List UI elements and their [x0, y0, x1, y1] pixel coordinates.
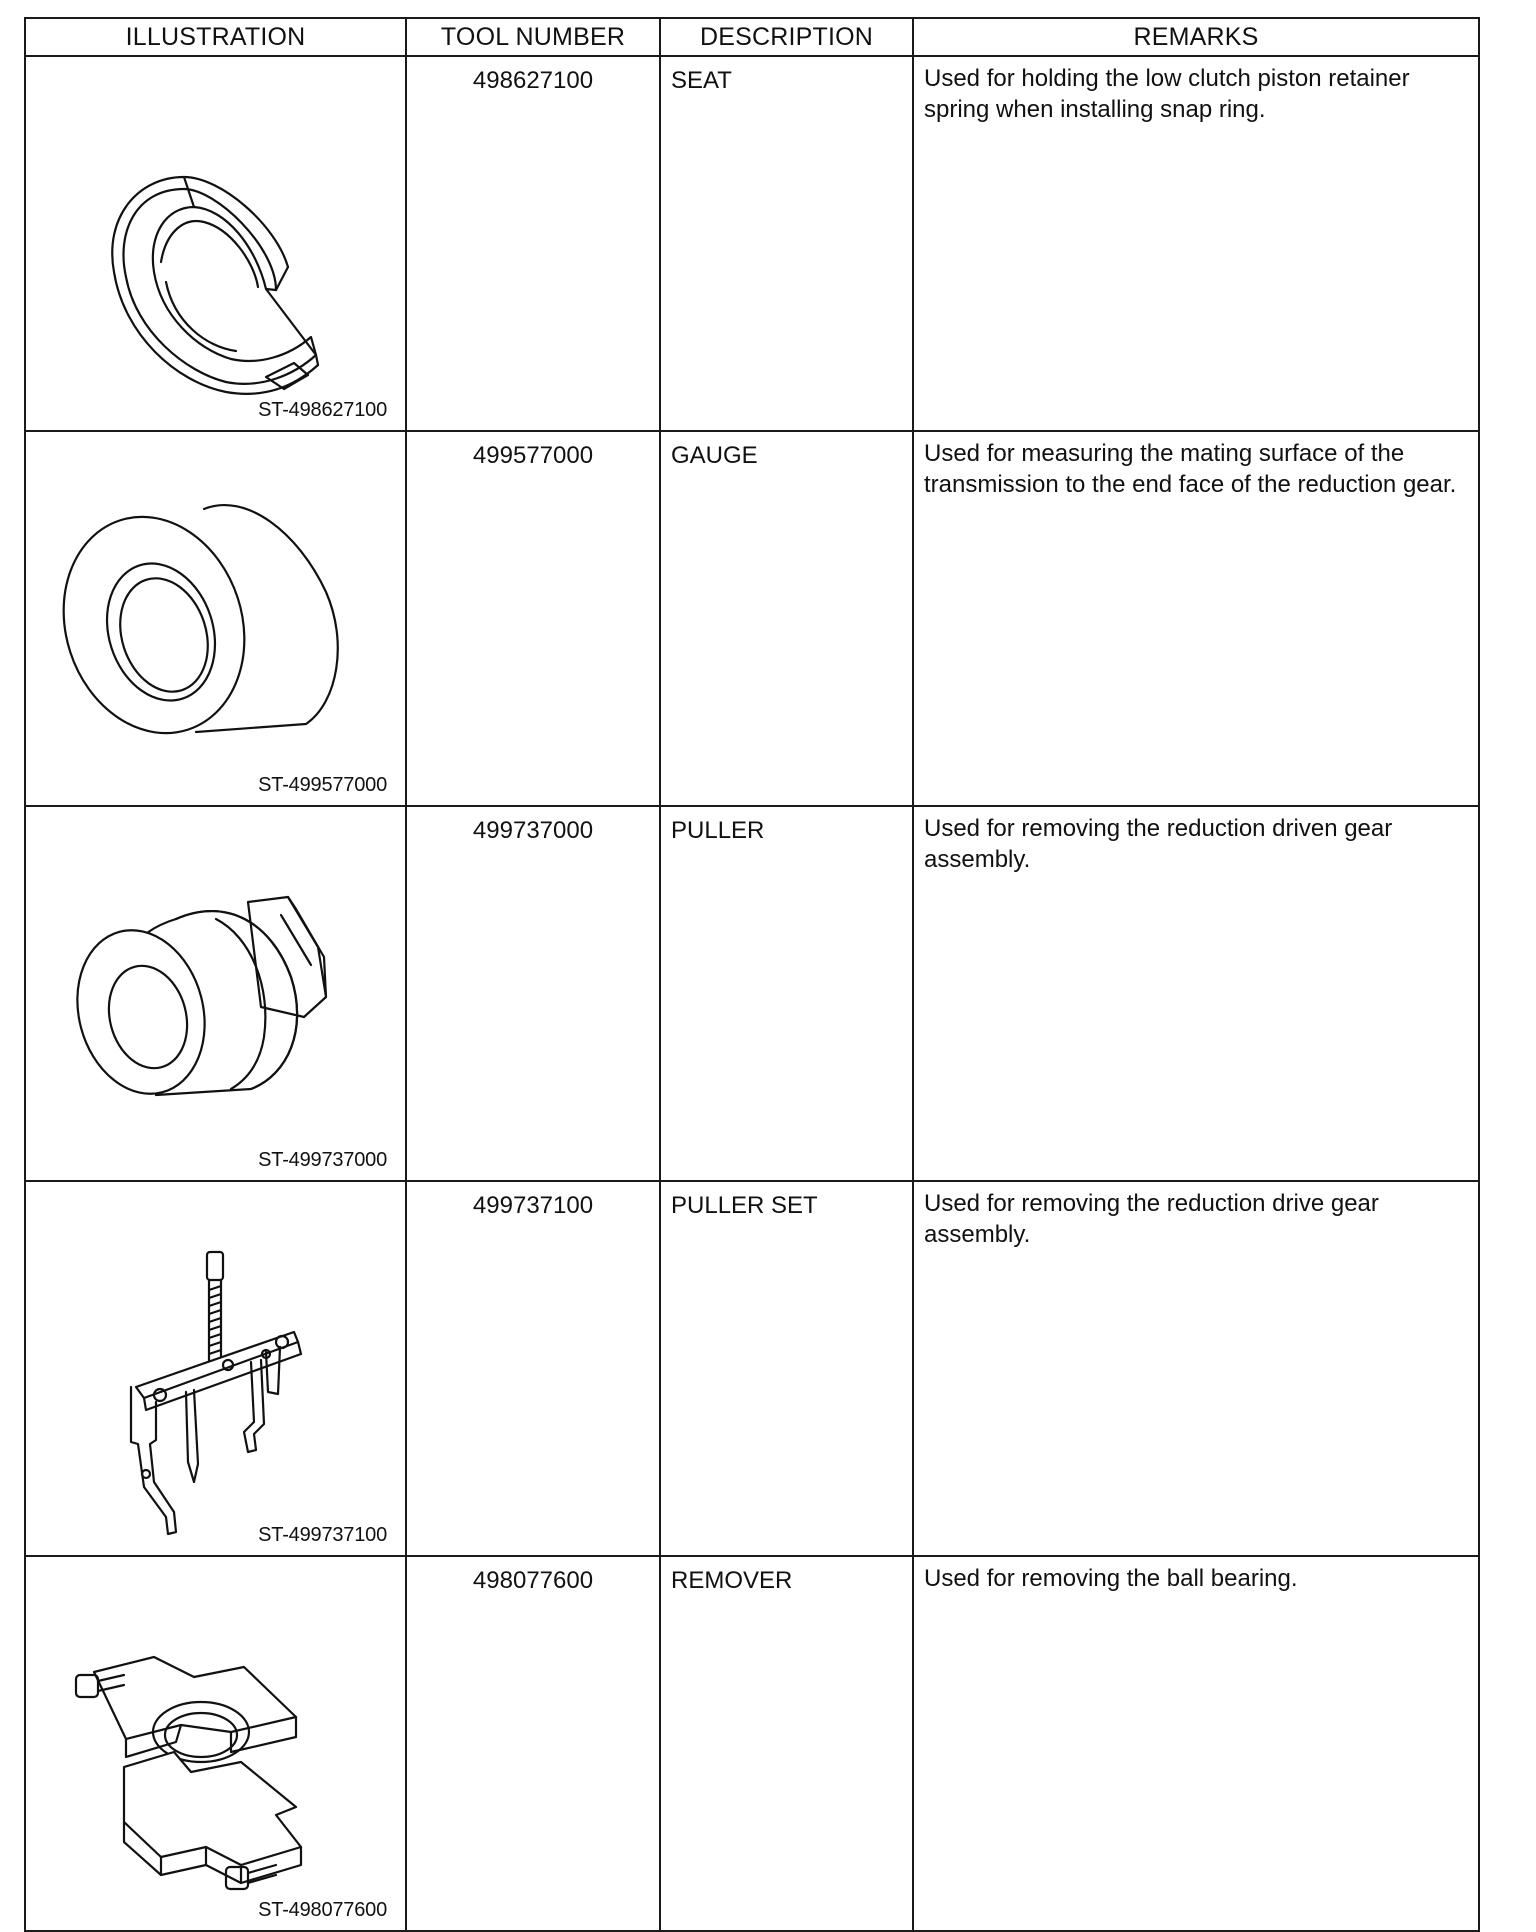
header-remarks: REMARKS	[913, 18, 1479, 56]
remarks: Used for removing the ball bearing.	[924, 1565, 1298, 1592]
remarks: Used for removing the reduction drive gear assembly.	[924, 1190, 1379, 1248]
header-illustration: ILLUSTRATION	[25, 18, 406, 56]
remarks: Used for measuring the mating surface of the transmission to the end face of the reduction gear.	[924, 440, 1457, 498]
remarks: Used for removing the reduction driven gear assembly.	[924, 815, 1393, 873]
bearing-remover-icon	[26, 1557, 407, 1926]
description-cell	[660, 1181, 913, 1556]
illustration-caption: ST-498077600	[258, 1899, 387, 1921]
remarks: Used for holding the low clutch piston retainer spring when installing snap ring.	[924, 65, 1410, 123]
knurled-puller-icon	[26, 807, 407, 1176]
description: PULLER	[671, 817, 765, 844]
table-row	[25, 1181, 1479, 1556]
tool-number: 498077600	[472, 1567, 594, 1594]
tool-number: 499737100	[472, 1192, 594, 1219]
description: REMOVER	[671, 1567, 793, 1594]
description-cell	[660, 431, 913, 806]
illustration-cell	[25, 1556, 406, 1931]
description-cell	[660, 1556, 913, 1931]
illustration-cell	[25, 1181, 406, 1556]
description-cell	[660, 56, 913, 431]
special-tools-table	[24, 17, 1480, 1932]
remarks-cell	[913, 56, 1479, 431]
tool-number-cell	[406, 1181, 660, 1556]
remarks-cell	[913, 806, 1479, 1181]
tool-number-cell	[406, 431, 660, 806]
illustration-caption: ST-498627100	[258, 399, 387, 421]
table-row	[25, 56, 1479, 431]
tool-number: 498627100	[472, 67, 594, 94]
description: GAUGE	[671, 442, 758, 469]
description: SEAT	[671, 67, 732, 94]
tool-number: 499577000	[472, 442, 594, 469]
illustration-caption: ST-499577000	[258, 774, 387, 796]
header-tool-number: TOOL NUMBER	[406, 18, 660, 56]
seat-ring-icon	[26, 57, 407, 426]
illustration-cell	[25, 56, 406, 431]
tool-number-cell	[406, 806, 660, 1181]
gauge-cylinder-icon	[26, 432, 407, 801]
table-row	[25, 806, 1479, 1181]
header-description: DESCRIPTION	[660, 18, 913, 56]
remarks-cell	[913, 1181, 1479, 1556]
tool-number: 499737000	[472, 817, 594, 844]
remarks-cell	[913, 1556, 1479, 1931]
description-cell	[660, 806, 913, 1181]
remarks-cell	[913, 431, 1479, 806]
illustration-caption: ST-499737000	[258, 1149, 387, 1171]
illustration-caption: ST-499737100	[258, 1524, 387, 1546]
tool-number-cell	[406, 1556, 660, 1931]
table-row	[25, 431, 1479, 806]
illustration-cell	[25, 431, 406, 806]
tool-number-cell	[406, 56, 660, 431]
table-row	[25, 1556, 1479, 1931]
description: PULLER SET	[671, 1192, 818, 1219]
illustration-cell	[25, 806, 406, 1181]
jaw-puller-icon	[26, 1182, 407, 1551]
header-row	[25, 18, 1479, 56]
